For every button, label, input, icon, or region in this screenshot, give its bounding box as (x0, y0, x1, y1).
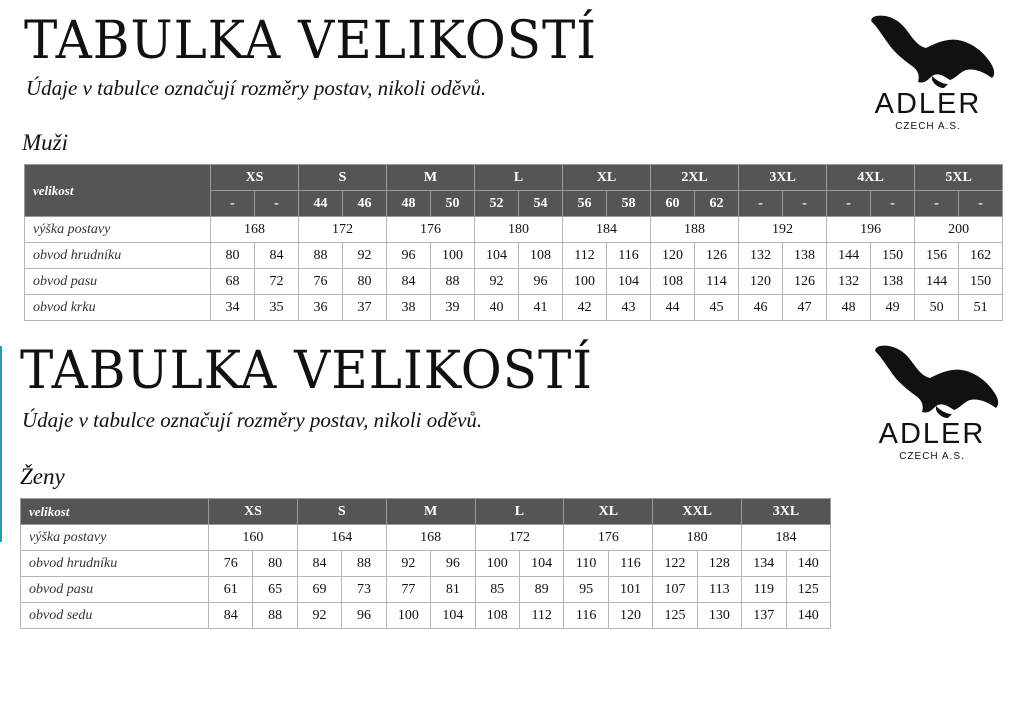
height-cell: 180 (475, 217, 563, 243)
value-cell: 42 (563, 295, 607, 321)
value-cell: 45 (695, 295, 739, 321)
value-cell: 80 (343, 269, 387, 295)
header-row (25, 165, 1003, 191)
value-cell: 114 (695, 269, 739, 295)
value-cell: 81 (431, 577, 475, 603)
value-cell: 49 (871, 295, 915, 321)
value-cell: 96 (387, 243, 431, 269)
size-header: XXL (653, 499, 742, 525)
size-header: L (475, 165, 563, 191)
value-cell: 65 (253, 577, 297, 603)
value-cell: 150 (871, 243, 915, 269)
eagle-icon (848, 10, 1008, 90)
row-label: obvod hrudníku (21, 551, 209, 577)
value-cell: 132 (739, 243, 783, 269)
section-label-women: Ženy (20, 464, 65, 489)
value-cell: 125 (653, 603, 697, 629)
sub-size-cell: - (211, 191, 255, 217)
value-cell: 37 (343, 295, 387, 321)
value-cell: 48 (827, 295, 871, 321)
header-row (21, 499, 831, 525)
table-row (21, 525, 831, 551)
sub-size-cell: - (871, 191, 915, 217)
sub-size-cell: 46 (343, 191, 387, 217)
value-cell: 140 (786, 603, 830, 629)
value-cell: 41 (519, 295, 563, 321)
sub-size-cell: - (959, 191, 1003, 217)
size-header: 3XL (742, 499, 831, 525)
table-row (25, 217, 1003, 243)
value-cell: 96 (431, 551, 475, 577)
value-cell: 104 (431, 603, 475, 629)
value-cell: 88 (342, 551, 386, 577)
value-cell: 88 (431, 269, 475, 295)
value-cell: 95 (564, 577, 608, 603)
table-row (25, 243, 1003, 269)
table-row (25, 269, 1003, 295)
row-label: výška postavy (25, 217, 211, 243)
height-cell: 160 (209, 525, 298, 551)
table-row (21, 577, 831, 603)
sub-size-cell: 60 (651, 191, 695, 217)
value-cell: 128 (697, 551, 741, 577)
women-size-table (20, 498, 831, 629)
sub-size-cell: 50 (431, 191, 475, 217)
value-cell: 84 (209, 603, 253, 629)
height-cell: 172 (299, 217, 387, 243)
sub-size-cell: 62 (695, 191, 739, 217)
brand-logo (852, 340, 1012, 462)
value-cell: 72 (255, 269, 299, 295)
section-label-men: Muži (22, 130, 68, 155)
table-row (21, 551, 831, 577)
value-cell: 35 (255, 295, 299, 321)
brand-logo (848, 10, 1008, 132)
men-size-table (24, 164, 1003, 321)
brand-name: ADLER (874, 88, 982, 120)
brand-name: ADLER (878, 418, 986, 450)
value-cell: 119 (742, 577, 786, 603)
height-cell: 192 (739, 217, 827, 243)
height-cell: 168 (386, 525, 475, 551)
value-cell: 104 (519, 551, 563, 577)
value-cell: 76 (299, 269, 343, 295)
value-cell: 96 (342, 603, 386, 629)
row-label: výška postavy (21, 525, 209, 551)
value-cell: 92 (386, 551, 430, 577)
value-cell: 126 (783, 269, 827, 295)
value-cell: 156 (915, 243, 959, 269)
value-cell: 73 (342, 577, 386, 603)
corner-label: velikost (21, 499, 209, 525)
value-cell: 112 (519, 603, 563, 629)
value-cell: 96 (519, 269, 563, 295)
value-cell: 125 (786, 577, 830, 603)
value-cell: 80 (253, 551, 297, 577)
height-cell: 176 (387, 217, 475, 243)
value-cell: 46 (739, 295, 783, 321)
table-row (25, 295, 1003, 321)
size-header: 4XL (827, 165, 915, 191)
value-cell: 88 (299, 243, 343, 269)
row-label: obvod pasu (25, 269, 211, 295)
value-cell: 43 (607, 295, 651, 321)
height-cell: 168 (211, 217, 299, 243)
row-label: obvod sedu (21, 603, 209, 629)
value-cell: 116 (607, 243, 651, 269)
value-cell: 110 (564, 551, 608, 577)
sub-size-cell: 44 (299, 191, 343, 217)
value-cell: 77 (386, 577, 430, 603)
value-cell: 132 (827, 269, 871, 295)
size-header: L (475, 499, 564, 525)
value-cell: 92 (343, 243, 387, 269)
size-header: M (386, 499, 475, 525)
page-subtitle: Údaje v tabulce označují rozměry postav, nikoli oděvů. (22, 408, 483, 432)
sub-size-cell: - (827, 191, 871, 217)
eagle-icon (852, 340, 1012, 420)
value-cell: 108 (651, 269, 695, 295)
size-header: 2XL (651, 165, 739, 191)
size-header: 3XL (739, 165, 827, 191)
size-header: S (299, 165, 387, 191)
value-cell: 88 (253, 603, 297, 629)
value-cell: 120 (739, 269, 783, 295)
table-row (21, 603, 831, 629)
page-subtitle: Údaje v tabulce označují rozměry postav, nikoli oděvů. (26, 76, 487, 100)
value-cell: 100 (431, 243, 475, 269)
value-cell: 116 (564, 603, 608, 629)
sub-size-cell: 58 (607, 191, 651, 217)
corner-label: velikost (25, 165, 211, 217)
value-cell: 116 (608, 551, 652, 577)
value-cell: 101 (608, 577, 652, 603)
row-label: obvod pasu (21, 577, 209, 603)
value-cell: 108 (475, 603, 519, 629)
value-cell: 80 (211, 243, 255, 269)
value-cell: 92 (475, 269, 519, 295)
value-cell: 40 (475, 295, 519, 321)
height-cell: 164 (297, 525, 386, 551)
value-cell: 76 (209, 551, 253, 577)
value-cell: 85 (475, 577, 519, 603)
height-cell: 172 (475, 525, 564, 551)
accent-line (0, 346, 2, 542)
value-cell: 51 (959, 295, 1003, 321)
sub-size-cell: 48 (387, 191, 431, 217)
sub-size-cell: 56 (563, 191, 607, 217)
value-cell: 89 (519, 577, 563, 603)
value-cell: 84 (387, 269, 431, 295)
value-cell: 108 (519, 243, 563, 269)
sub-size-cell: - (739, 191, 783, 217)
value-cell: 68 (211, 269, 255, 295)
brand-subname: CZECH A.S. (899, 451, 965, 462)
value-cell: 137 (742, 603, 786, 629)
value-cell: 138 (783, 243, 827, 269)
value-cell: 34 (211, 295, 255, 321)
height-cell: 176 (564, 525, 653, 551)
row-label: obvod hrudníku (25, 243, 211, 269)
value-cell: 113 (697, 577, 741, 603)
sub-size-cell: - (915, 191, 959, 217)
value-cell: 162 (959, 243, 1003, 269)
brand-subname: CZECH A.S. (895, 121, 961, 132)
value-cell: 100 (386, 603, 430, 629)
size-header: S (297, 499, 386, 525)
sub-size-cell: 54 (519, 191, 563, 217)
sub-size-cell: - (783, 191, 827, 217)
value-cell: 61 (209, 577, 253, 603)
value-cell: 150 (959, 269, 1003, 295)
value-cell: 100 (563, 269, 607, 295)
sub-size-cell: 52 (475, 191, 519, 217)
height-cell: 188 (651, 217, 739, 243)
value-cell: 44 (651, 295, 695, 321)
value-cell: 104 (475, 243, 519, 269)
value-cell: 112 (563, 243, 607, 269)
value-cell: 69 (297, 577, 341, 603)
value-cell: 120 (608, 603, 652, 629)
value-cell: 122 (653, 551, 697, 577)
value-cell: 104 (607, 269, 651, 295)
value-cell: 38 (387, 295, 431, 321)
value-cell: 130 (697, 603, 741, 629)
value-cell: 144 (827, 243, 871, 269)
size-header: XS (209, 499, 298, 525)
page-title: TABULKA VELIKOSTÍ (24, 9, 598, 71)
value-cell: 36 (299, 295, 343, 321)
size-header: M (387, 165, 475, 191)
size-header: XS (211, 165, 299, 191)
value-cell: 92 (297, 603, 341, 629)
row-label: obvod krku (25, 295, 211, 321)
sub-size-cell: - (255, 191, 299, 217)
value-cell: 39 (431, 295, 475, 321)
value-cell: 47 (783, 295, 827, 321)
page-title: TABULKA VELIKOSTÍ (20, 339, 594, 401)
size-header: 5XL (915, 165, 1003, 191)
height-cell: 184 (742, 525, 831, 551)
height-cell: 200 (915, 217, 1003, 243)
value-cell: 84 (255, 243, 299, 269)
value-cell: 134 (742, 551, 786, 577)
height-cell: 196 (827, 217, 915, 243)
value-cell: 107 (653, 577, 697, 603)
size-header: XL (563, 165, 651, 191)
value-cell: 120 (651, 243, 695, 269)
value-cell: 138 (871, 269, 915, 295)
value-cell: 126 (695, 243, 739, 269)
value-cell: 100 (475, 551, 519, 577)
height-cell: 184 (563, 217, 651, 243)
height-cell: 180 (653, 525, 742, 551)
value-cell: 84 (297, 551, 341, 577)
value-cell: 50 (915, 295, 959, 321)
value-cell: 140 (786, 551, 830, 577)
size-header: XL (564, 499, 653, 525)
value-cell: 144 (915, 269, 959, 295)
